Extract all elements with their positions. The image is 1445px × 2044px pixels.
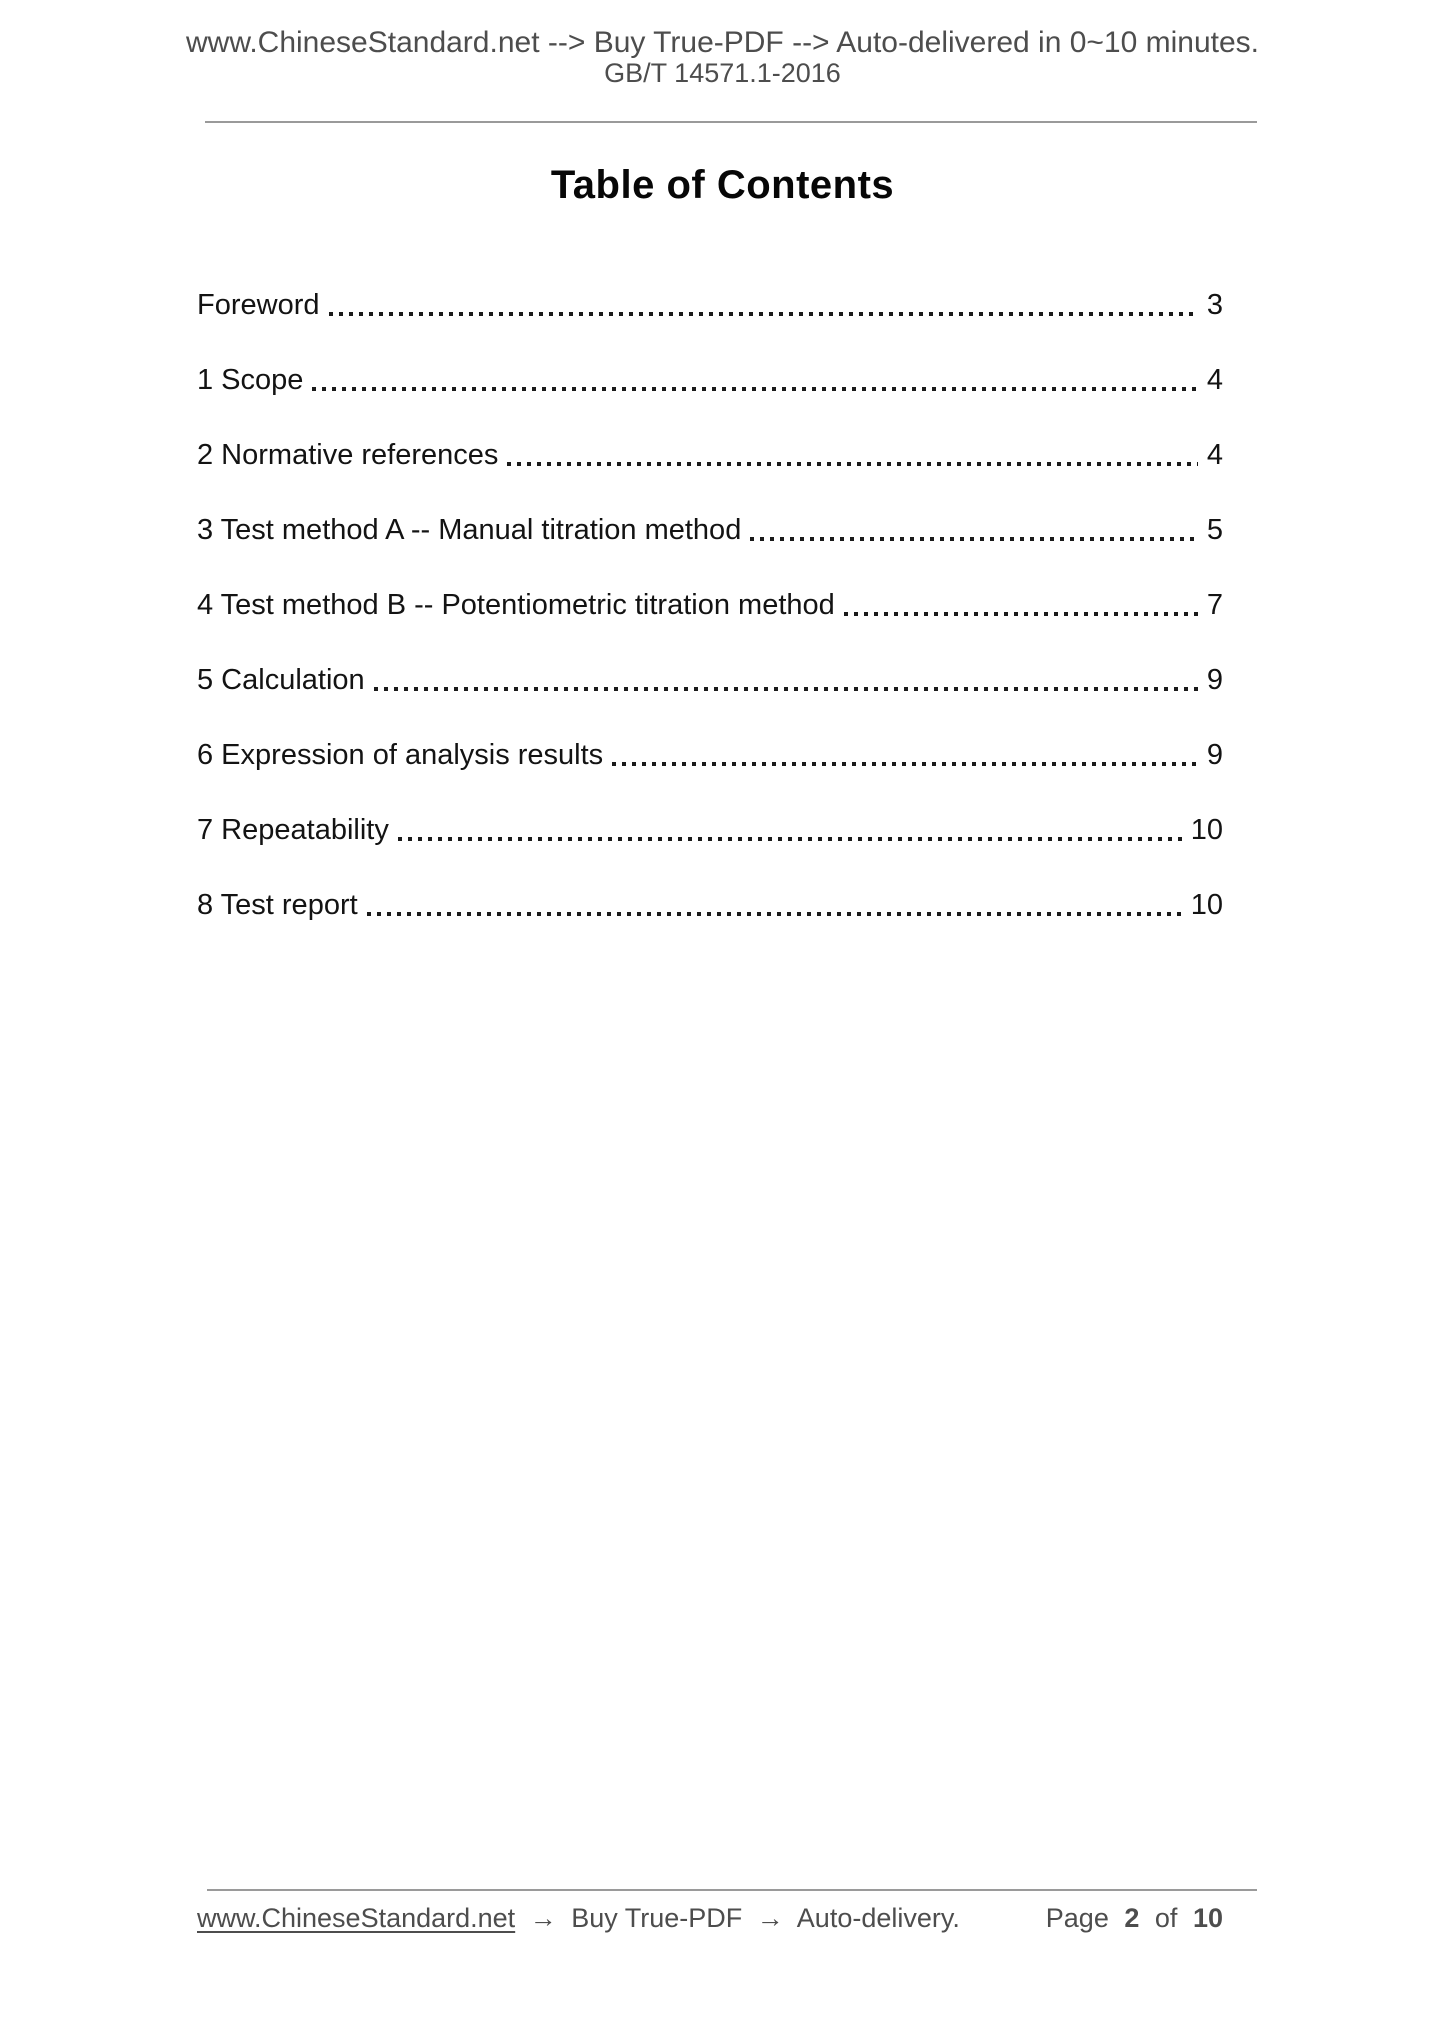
page-word: Page [1045, 1903, 1109, 1933]
page-current-number: 2 [1124, 1903, 1140, 1933]
dot-leader [398, 837, 1182, 841]
toc-entry-page: 5 [1206, 513, 1223, 546]
toc-entry[interactable] [197, 863, 1223, 938]
dot-leader [367, 912, 1182, 916]
toc-entry-label: 3 Test method A -- Manual titration method [197, 513, 742, 546]
header-doc-number: GB/T 14571.1-2016 [604, 58, 841, 88]
toc-entry[interactable] [197, 563, 1223, 638]
footer-promo [197, 1903, 967, 1934]
arrow-right-icon: → [756, 1903, 784, 1933]
page-title: Table of Contents [550, 163, 895, 207]
toc-entry[interactable] [197, 788, 1223, 863]
dot-leader [329, 312, 1198, 316]
dot-leader [374, 687, 1198, 691]
footer-site-link[interactable]: www.ChineseStandard.net [197, 1903, 516, 1933]
footer-divider [207, 1889, 1257, 1891]
toc-entry-label: 8 Test report [197, 888, 358, 921]
toc-entry-label: 5 Calculation [197, 663, 365, 696]
dot-leader [312, 387, 1197, 391]
toc-entry-page: 7 [1206, 588, 1223, 621]
header-banner: www.ChineseStandard.net --> Buy True-PDF --> Auto-delivered in 0~10 minutes. [185, 26, 1260, 59]
toc-entry-label: 4 Test method B -- Potentiometric titration method [197, 588, 835, 621]
arrow-right-icon: → [529, 1903, 557, 1933]
toc-entry-page: 9 [1206, 738, 1223, 771]
header-divider [205, 121, 1257, 123]
page-total-number: 10 [1192, 1903, 1223, 1933]
of-word: of [1154, 1903, 1178, 1933]
toc-entry[interactable] [197, 263, 1223, 338]
toc-entry[interactable] [197, 338, 1223, 413]
toc-entry-label: Foreword [197, 288, 320, 321]
page-indicator [1038, 1903, 1223, 1934]
toc-entry-page: 10 [1190, 888, 1223, 921]
footer-delivery-text: Auto-delivery. [796, 1903, 960, 1933]
toc-entry-label: 6 Expression of analysis results [197, 738, 604, 771]
toc-entry-label: 1 Scope [197, 363, 304, 396]
toc-entry[interactable] [197, 488, 1223, 563]
toc-entry-label: 7 Repeatability [197, 813, 389, 846]
toc-entry-page: 9 [1206, 663, 1223, 696]
page-footer [197, 1903, 1223, 1934]
toc-entry-page: 4 [1206, 363, 1223, 396]
toc-entry[interactable] [197, 713, 1223, 788]
dot-leader [612, 762, 1198, 766]
toc-entry-label: 2 Normative references [197, 438, 499, 471]
dot-leader [844, 612, 1198, 616]
toc-entry[interactable] [197, 638, 1223, 713]
toc-entry-page: 3 [1206, 288, 1223, 321]
dot-leader [507, 462, 1197, 466]
dot-leader [750, 537, 1198, 541]
toc-entry-page: 10 [1190, 813, 1223, 846]
page-header [0, 26, 1445, 88]
toc-entry[interactable] [197, 413, 1223, 488]
table-of-contents [197, 263, 1223, 938]
toc-entry-page: 4 [1206, 438, 1223, 471]
footer-buy-text: Buy True-PDF [571, 1903, 743, 1933]
